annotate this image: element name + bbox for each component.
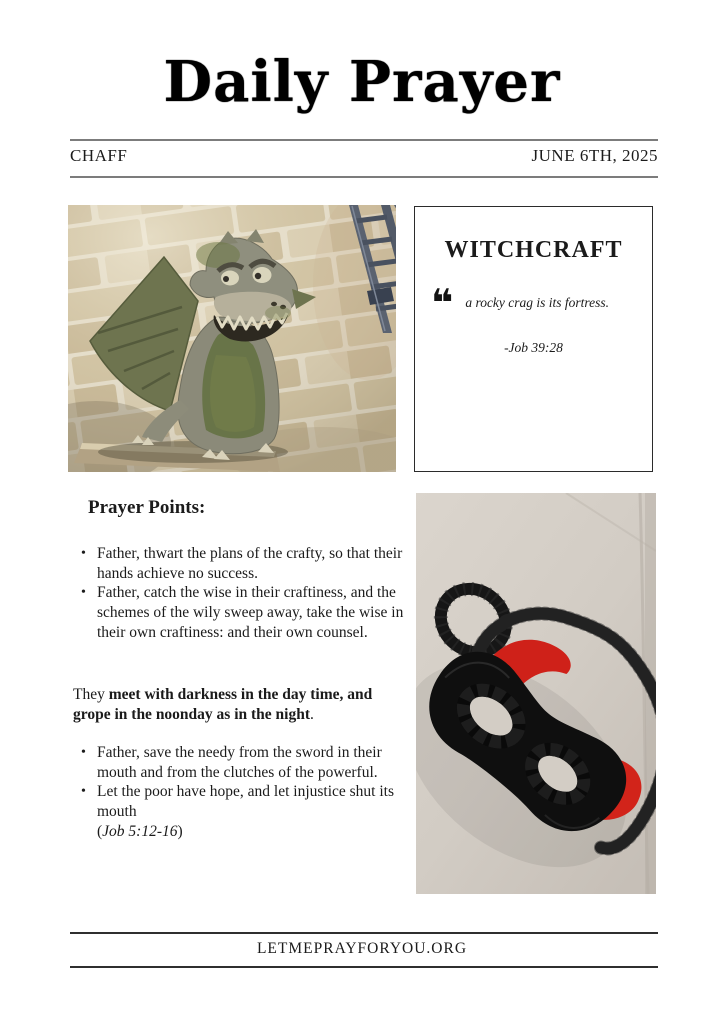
prayer-list-bottom bbox=[70, 743, 400, 842]
ref-close: ) bbox=[177, 822, 183, 840]
list-item: • Father, catch the wise in their craftiness, and the schemes of the wily sweep away, take the wise in their own craftiness: and their own counsel. bbox=[70, 583, 404, 642]
mask-photo-art bbox=[416, 493, 656, 894]
masthead-row bbox=[70, 146, 658, 166]
feature-box bbox=[414, 206, 653, 472]
mask-photo bbox=[416, 493, 656, 894]
interlude-prefix: They bbox=[73, 686, 109, 703]
interlude-suffix: . bbox=[310, 705, 314, 723]
prayer-points-heading: Prayer Points: bbox=[88, 497, 206, 518]
ref-open: ( bbox=[97, 822, 103, 840]
interlude-bold: meet with darkness in the day time, and grope in the noonday as in the night bbox=[73, 686, 373, 723]
list-item: • Father, thwart the plans of the crafty, so that their hands achieve no success. bbox=[70, 544, 404, 583]
ref-text: Job 5:12-16 bbox=[102, 822, 178, 840]
footer-bottom-rule bbox=[70, 966, 658, 968]
prayer-list-top bbox=[70, 544, 404, 643]
gargoyle-photo-art bbox=[68, 205, 396, 472]
list-item: • Father, save the needy from the sword in their mouth and from the clutches of the powerful. bbox=[70, 743, 400, 782]
interlude-verse bbox=[73, 685, 409, 724]
footer-top-rule bbox=[70, 932, 658, 934]
list-item-text: Let the poor have hope, and let injustice shut its mouth bbox=[97, 783, 395, 821]
masthead-date: JUNE 6TH, 2025 bbox=[531, 146, 658, 165]
masthead-left-label: CHAFF bbox=[70, 146, 128, 165]
scripture-reference bbox=[97, 822, 400, 842]
quote-mark-icon: ❝ bbox=[431, 281, 454, 325]
masthead-bottom-rule bbox=[70, 176, 658, 178]
quote-attribution: -Job 39:28 bbox=[504, 340, 563, 356]
feature-title: WITCHCRAFT bbox=[444, 237, 623, 263]
list-item bbox=[70, 782, 400, 841]
quote-row bbox=[415, 281, 652, 325]
gargoyle-photo bbox=[68, 205, 396, 472]
footer-url: LETMEPRAYFORYOU.ORG bbox=[256, 940, 468, 957]
page-title: Daily Prayer bbox=[163, 49, 561, 115]
masthead-top-rule bbox=[70, 139, 658, 141]
quote-text: a rocky crag is its fortress. bbox=[465, 295, 610, 310]
